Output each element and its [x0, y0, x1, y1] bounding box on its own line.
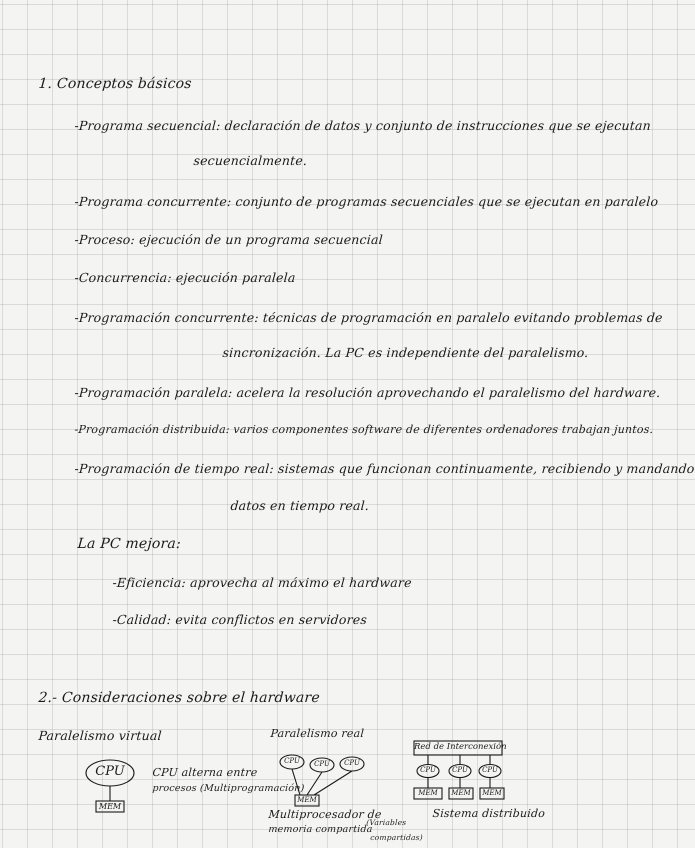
dist-net-label: Red de Interconexión — [414, 742, 507, 752]
def-programacion-paralela: -Programación paralela: acelera la resolución aprovechando el paralelismo del hardware. — [74, 385, 661, 400]
dist-mem-2-label: MEM — [451, 789, 471, 797]
section-2-title: 2.- Consideraciones sobre el hardware — [38, 690, 321, 706]
virtual-cpu-label: CPU — [95, 764, 125, 779]
real-cpu-2-label: CPU — [314, 760, 330, 768]
def-programacion-concurrente: -Programación concurrente: técnicas de programación en paralelo evitando problemas de — [74, 310, 664, 325]
real-paren-line1: (Variables — [366, 818, 407, 827]
virtual-mem-label: MEM — [98, 802, 122, 811]
mejora-title: La PC mejora: — [77, 536, 182, 552]
real-cpu-1-label: CPU — [284, 757, 300, 765]
real-title: Paralelismo real — [270, 727, 365, 740]
def-programa-secuencial-cont: secuencialmente. — [193, 153, 308, 168]
section-1-title: 1. Conceptos básicos — [38, 76, 193, 92]
virtual-note-line1: CPU alterna entre — [152, 766, 258, 779]
def-programacion-tiempo-real: -Programación de tiempo real: sistemas que funcionan continuamente, recibiendo y mandando — [74, 461, 695, 476]
dist-cpu-3-label: CPU — [482, 766, 498, 774]
virtual-note-line2: procesos (Multiprogramación) — [152, 783, 305, 794]
def-programa-secuencial: -Programa secuencial: declaración de datos y conjunto de instrucciones que se ejecutan — [74, 118, 652, 133]
def-programacion-concurrente-cont: sincronización. La PC es independiente del paralelismo. — [222, 345, 590, 360]
mejora-calidad: -Calidad: evita conflictos en servidores — [112, 612, 368, 627]
virtual-title: Paralelismo virtual — [38, 728, 163, 743]
real-caption-line1: Multiprocesador de — [268, 808, 383, 821]
real-mem-label: MEM — [297, 796, 317, 804]
dist-caption: Sistema distribuido — [432, 807, 546, 820]
dist-mem-3-label: MEM — [482, 789, 502, 797]
real-paren-line2: compartidas) — [370, 833, 424, 842]
def-proceso: -Proceso: ejecución de un programa secuencial — [74, 232, 384, 247]
def-programacion-distribuida: -Programación distribuida: varios componentes software de diferentes ordenadores trabajan juntos. — [74, 423, 654, 436]
def-concurrencia: -Concurrencia: ejecución paralela — [74, 270, 297, 285]
dist-cpu-1-label: CPU — [420, 766, 436, 774]
real-cpu-3-label: CPU — [344, 759, 360, 767]
real-caption-line2: memoria compartida — [268, 824, 373, 835]
def-programacion-tiempo-real-cont: datos en tiempo real. — [230, 498, 370, 513]
dist-cpu-2-label: CPU — [452, 766, 468, 774]
mejora-eficiencia: -Eficiencia: aprovecha al máximo el hardware — [112, 575, 413, 590]
dist-mem-1-label: MEM — [418, 789, 438, 797]
def-programa-concurrente: -Programa concurrente: conjunto de programas secuenciales que se ejecutan en paralelo — [74, 194, 659, 209]
